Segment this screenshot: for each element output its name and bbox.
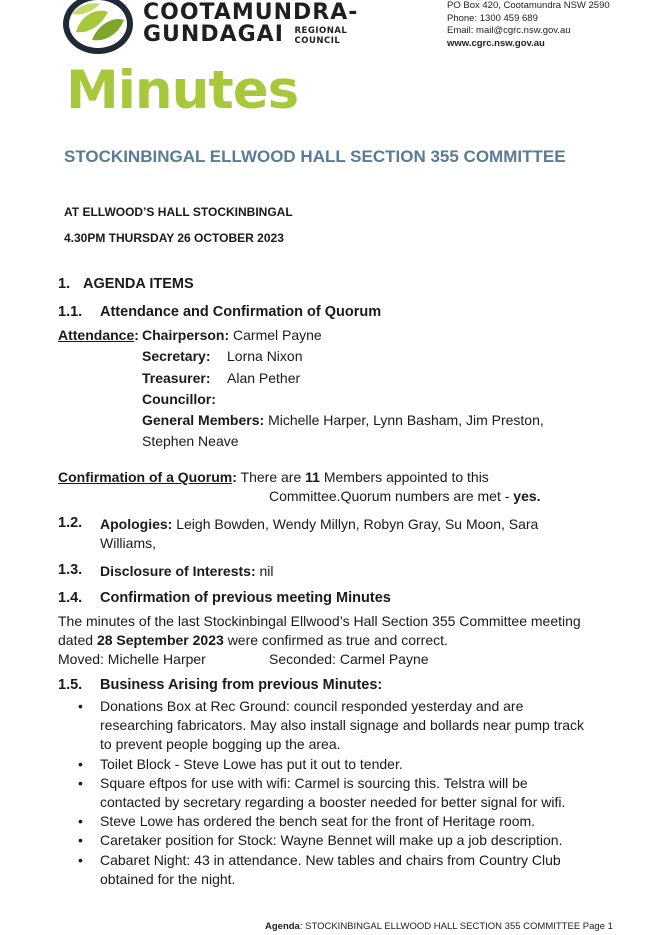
bullet-3-line2: contacted by secretary regarding a booster needed for better signal for wifi. (100, 794, 566, 811)
bullet-6-line2: obtained for the night. (100, 870, 236, 887)
attendance-heading: Attendance: (58, 327, 139, 343)
logo-line1: COOTAMUNDRA- (143, 0, 359, 25)
apologies (100, 515, 538, 533)
section-1-number: 1. (58, 276, 71, 292)
bullet-4-line1: Steve Lowe has ordered the bench seat for the front of Heritage room. (100, 813, 536, 830)
meeting-venue: AT ELLWOOD’S HALL STOCKINBINGAL (64, 205, 293, 219)
apologies-text-cont: Williams, (100, 535, 156, 551)
council-logo (62, 0, 359, 60)
role-councillor (142, 390, 216, 408)
logo-wordmark (143, 2, 358, 46)
seconded-by: Seconded: Carmel Payne (269, 651, 429, 667)
role-chairperson-label: Chairperson: (142, 327, 230, 343)
role-treasurer-value: Alan Pether (227, 370, 301, 386)
general-members-cont: Stephen Neave (142, 433, 239, 449)
item-1-2-number: 1.2. (58, 515, 83, 531)
logo-sub2: COUNCIL (294, 36, 341, 46)
quorum-post: Members appointed to this (323, 469, 489, 485)
bullet-1-line2: researching fabricators. May also install signage and bollards near pump track (100, 717, 585, 734)
quorum-line2-text: Committee.Quorum numbers are met - (269, 488, 510, 504)
list-item (78, 774, 598, 812)
logo-sub (294, 26, 347, 46)
role-councillor-label: Councillor: (142, 391, 216, 407)
item-1-3-number: 1.3. (58, 562, 83, 578)
disclosure-label: Disclosure of Interests: (100, 563, 256, 579)
item-1-4-number: 1.4. (58, 590, 83, 606)
general-members-value: Michelle Harper, Lynn Basham, Jim Preston, (268, 412, 544, 428)
quorum-line1: Confirmation of a Quorum: There are 11 Members appointed to this (58, 469, 489, 485)
contact-phone: Phone: 1300 459 689 (447, 12, 538, 24)
apologies-text: Leigh Bowden, Wendy Millyn, Robyn Gray, Su Moon, Sara (176, 516, 539, 532)
role-chairperson (142, 326, 322, 344)
list-item (78, 851, 598, 889)
role-treasurer-label: Treasurer: (142, 370, 211, 386)
business-arising-list (78, 697, 598, 889)
bullet-icon: • (78, 832, 83, 849)
list-item (78, 831, 598, 850)
role-secretary-label-wrap (142, 347, 211, 365)
contact-email: Email: mail@cgrc.nsw.gov.au (447, 25, 571, 36)
minutes-line2-post: were confirmed as true and correct. (227, 632, 448, 648)
contact-po-box: PO Box 420, Cootamundra NSW 2590 (447, 0, 610, 11)
bullet-1-line3: to prevent people bogging up the area. (100, 736, 341, 753)
bullet-icon: • (78, 774, 83, 791)
section-1-title: AGENDA ITEMS (83, 276, 194, 292)
item-1-1-title: Attendance and Confirmation of Quorum (100, 304, 382, 320)
bullet-5-line1: Caretaker position for Stock: Wayne Bennet will make up a job description. (100, 832, 563, 849)
item-1-1-number: 1.1. (58, 304, 83, 320)
minutes-line1: The minutes of the last Stockinbingal Ellwood’s Hall Section 355 Committee meeting (58, 613, 581, 629)
footer-text: : STOCKINBINGAL ELLWOOD HALL SECTION 355 COMMITTEE Page 1 (299, 921, 613, 932)
logo-line2: GUNDAGAI (143, 22, 284, 47)
document-title: Minutes (66, 60, 299, 121)
bullet-6-line1: Cabaret Night: 43 in attendance. New tables and chairs from Country Club (100, 851, 561, 868)
apologies-label: Apologies: (100, 516, 173, 532)
logo-sub1: REGIONAL (294, 26, 348, 36)
committee-name: STOCKINBINGAL ELLWOOD HALL SECTION 355 COMMITTEE (64, 147, 566, 166)
disclosure (100, 562, 274, 580)
quorum-yes: yes. (513, 488, 541, 504)
role-secretary-label: Secretary: (142, 348, 211, 364)
bullet-icon: • (78, 755, 83, 772)
role-chairperson-value: Carmel Payne (233, 327, 322, 343)
bullet-2-line1: Toilet Block - Steve Lowe has put it out to tender. (100, 755, 403, 772)
bullet-icon: • (78, 813, 83, 830)
bullet-icon: • (78, 698, 83, 714)
contact-website: www.cgrc.nsw.gov.au (447, 37, 545, 49)
quorum-label: Confirmation of a Quorum (58, 469, 233, 485)
minutes-line2 (58, 631, 448, 649)
role-treasurer-label-wrap (142, 369, 210, 387)
bullet-1-line1: Donations Box at Rec Ground: council responded yesterday and are (100, 698, 524, 714)
quorum-pre: There are (240, 469, 302, 485)
footer-label: Agenda (265, 921, 300, 932)
minutes-line2-pre: dated (58, 632, 94, 648)
list-item (78, 755, 598, 774)
item-1-5-number: 1.5. (58, 677, 83, 693)
attendance-label: Attendance (58, 327, 135, 343)
list-item (78, 812, 598, 831)
minutes-date: 28 September 2023 (96, 632, 224, 648)
general-members-label: General Members: (142, 412, 265, 428)
bullet-3-line1: Square eftpos for use with wifi: Carmel is sourcing this. Telstra will be (100, 774, 528, 791)
page-footer (265, 921, 613, 932)
general-members (142, 411, 544, 429)
quorum-count: 11 (305, 469, 320, 485)
disclosure-text: nil (259, 563, 274, 579)
role-secretary-value: Lorna Nixon (227, 348, 303, 364)
council-logo-icon (62, 0, 138, 54)
quorum-line2 (269, 487, 541, 505)
list-item (78, 697, 598, 755)
item-1-5-title: Business Arising from previous Minutes: (100, 677, 383, 693)
meeting-datetime: 4.30PM THURSDAY 26 OCTOBER 2023 (64, 231, 284, 245)
moved-by: Moved: Michelle Harper (58, 651, 206, 667)
item-1-4-title: Confirmation of previous meeting Minutes (100, 590, 391, 606)
bullet-icon: • (78, 851, 83, 868)
contact-block (447, 0, 610, 50)
